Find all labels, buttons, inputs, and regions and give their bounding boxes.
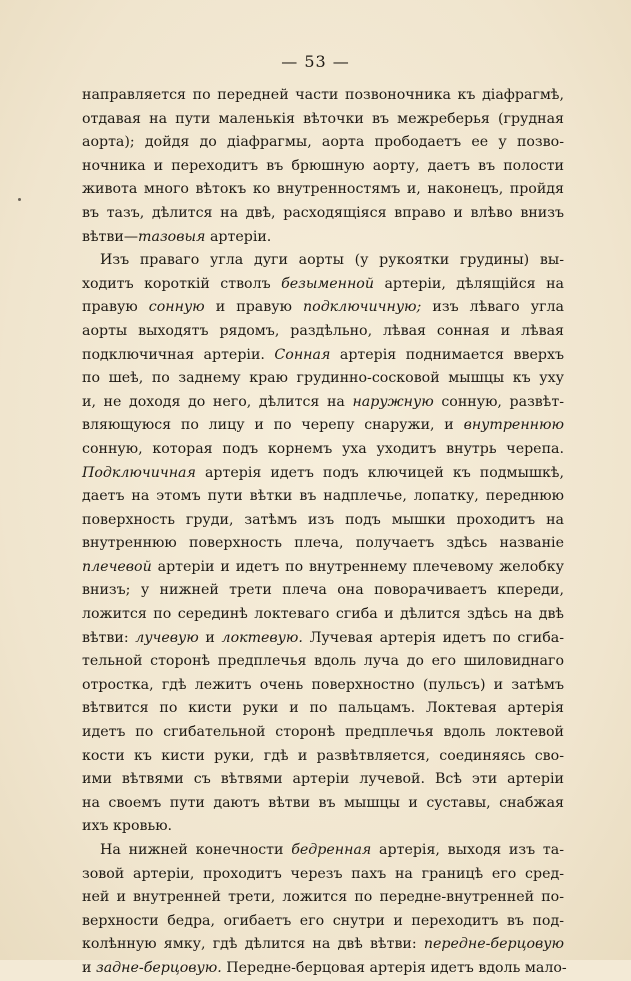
text-line [82, 768, 564, 792]
text-line [82, 886, 564, 910]
text-run: артеріи. [205, 228, 272, 245]
text-run: и, не доходя до него, дѣлится на [82, 393, 353, 410]
text-run: вѣтви: [82, 629, 136, 646]
italic-term: плечевой [82, 558, 152, 575]
text-run: тельной сторонѣ предплечья вдоль луча до его шиловиднаго [82, 653, 564, 670]
text-line [82, 863, 564, 887]
text-run: даетъ на этомъ пути вѣтки въ надплечье, лопатку, переднюю [82, 488, 564, 505]
text-line [82, 745, 564, 769]
text-run: ночника и переходитъ въ брюшную аорту, даетъ въ полости [82, 157, 564, 174]
text-line [82, 344, 564, 368]
text-run: направляется по передней части позвоночника къ діафрагмѣ, [82, 87, 564, 103]
text-run: по шеѣ, по заднему краю грудинно-сосковой мышцы къ уху [82, 370, 564, 387]
text-line [82, 273, 564, 297]
italic-term: сонную [148, 299, 205, 316]
text-run: ходитъ короткій стволъ [82, 275, 282, 292]
text-run: кости къ кисти руки, гдѣ и развѣтвляется, соединяясь сво- [82, 747, 564, 764]
text-line [82, 414, 564, 438]
text-run: артеріи и идетъ по внутреннему плечевому желобку [151, 558, 564, 575]
italic-term: наружную [352, 393, 434, 410]
italic-term: тазовыя [138, 228, 206, 245]
text-run: подключичная артеріи. [82, 346, 275, 363]
text-line [82, 910, 564, 934]
text-run: правую [82, 299, 149, 316]
text-line [82, 627, 564, 651]
text-run: ихъ кровью. [82, 818, 173, 835]
text-run: вляющуюся по лицу и по черепу снаружи, и [82, 417, 464, 434]
text-run: на своемъ пути даютъ вѣтви въ мышцы и суставы, снабжая [82, 794, 564, 811]
text-run: артеріи, дѣлящійся на [374, 275, 564, 292]
text-line [82, 202, 564, 226]
text-run: ими вѣтвями съ вѣтвями артеріи лучевой. Всѣ эти артеріи [82, 771, 564, 788]
text-run: зовой артеріи, проходитъ черезъ пахъ на границѣ его сред- [82, 865, 564, 882]
text-line [82, 438, 564, 462]
text-run: артерія, выходя изъ та- [371, 842, 564, 858]
text-line [82, 367, 564, 391]
text-run: внизъ; у нижней трети плеча она поворачиваетъ кпереди, [82, 582, 564, 599]
text-line [82, 462, 564, 486]
italic-term: подключичную; [303, 299, 422, 316]
text-run: аорта); дойдя до діафрагмы, аорта прободаетъ ее у позво- [82, 134, 564, 151]
text-line [82, 509, 564, 533]
text-line [82, 650, 564, 674]
text-run: Изъ праваго угла дуги аорты (у рукоятки грудины) вы- [100, 252, 564, 269]
text-line [82, 957, 567, 981]
text-run: и [82, 959, 96, 976]
italic-term: передне-берцовую [423, 936, 564, 953]
text-run: отдавая на пути маленькія вѣточки въ межреберья (грудная [82, 110, 564, 127]
text-line [82, 320, 564, 344]
text-line [82, 792, 564, 816]
text-line [82, 674, 564, 698]
text-run: Передне-берцовая артерія идетъ вдоль мало- [221, 959, 567, 976]
text-run: На нижней конечности [100, 842, 292, 858]
text-run: и правую [204, 299, 304, 316]
italic-term: безыменной [281, 275, 374, 292]
text-run: ложится по серединѣ локтеваго сгиба и дѣлится здѣсь на двѣ [82, 606, 564, 623]
text-run: отростка, гдѣ лежитъ очень поверхностно (пульсъ) и затѣмъ [82, 676, 564, 693]
text-run: колѣнную ямку, гдѣ дѣлится на двѣ вѣтви: [82, 936, 424, 953]
page-number: — 53 — [281, 52, 350, 71]
text-run: изъ лѣваго угла [421, 299, 564, 316]
text-run: аорты выходятъ рядомъ, раздѣльно, лѣвая сонная и лѣвая [82, 322, 564, 339]
text-run: артерія поднимается вверхъ [330, 346, 564, 363]
text-run: ней и внутренней трети, ложится по передне-внутренней по- [82, 889, 564, 906]
text-line [82, 603, 564, 627]
text-run: верхности бедра, огибаетъ его снутри и переходитъ въ под- [82, 912, 564, 929]
text-run: вѣтвится по кисти руки и по пальцамъ. Локтевая артерія [82, 700, 564, 717]
text-run: въ тазъ, дѣлится на двѣ, расходящіяся вправо и влѣво внизъ [82, 204, 564, 221]
text-line [82, 155, 564, 179]
italic-term: задне-берцовую. [95, 959, 222, 976]
text-line [82, 933, 564, 957]
ink-speck [18, 198, 21, 201]
text-run: Лучевая артерія идетъ по сгиба- [302, 629, 565, 646]
text-line [82, 84, 564, 108]
text-run: внутреннюю поверхность плеча, получаетъ здѣсь названіе [82, 535, 564, 552]
text-line [82, 391, 564, 415]
text-line [82, 721, 564, 745]
italic-term: лучевую [135, 629, 199, 646]
text-line [82, 108, 564, 132]
text-line [82, 839, 564, 863]
text-line [82, 556, 564, 580]
text-run: сонную, которая подъ корнемъ уха уходитъ внутрь черепа. [82, 440, 564, 457]
text-run: идетъ по сгибательной сторонѣ предплечья вдоль локтевой [82, 724, 564, 741]
text-line [82, 485, 564, 509]
italic-term: бедренная [291, 842, 372, 858]
text-line [82, 296, 564, 320]
text-run: живота много вѣтокъ ко внутренностямъ и, наконецъ, пройдя [82, 181, 564, 198]
italic-term: Сонная [274, 346, 331, 363]
text-line [82, 131, 564, 155]
text-run: поверхность груди, затѣмъ изъ подъ мышки проходитъ на [82, 511, 564, 528]
text-run: артерія идетъ подъ ключицей къ подмышкѣ, [195, 464, 564, 481]
text-line [82, 532, 564, 556]
italic-term: локтевую. [221, 629, 303, 646]
text-line [82, 226, 564, 250]
text-line [82, 579, 564, 603]
text-line [82, 697, 564, 721]
text-run: сонную, развѣт- [433, 393, 564, 410]
text-run: и [198, 629, 222, 646]
italic-term: Подключичная [82, 464, 196, 481]
italic-term: внутреннюю [463, 417, 564, 434]
body-text [82, 84, 567, 981]
text-run: вѣтви— [82, 228, 139, 245]
text-line [82, 815, 564, 839]
text-line [82, 178, 564, 202]
text-line [82, 249, 564, 273]
